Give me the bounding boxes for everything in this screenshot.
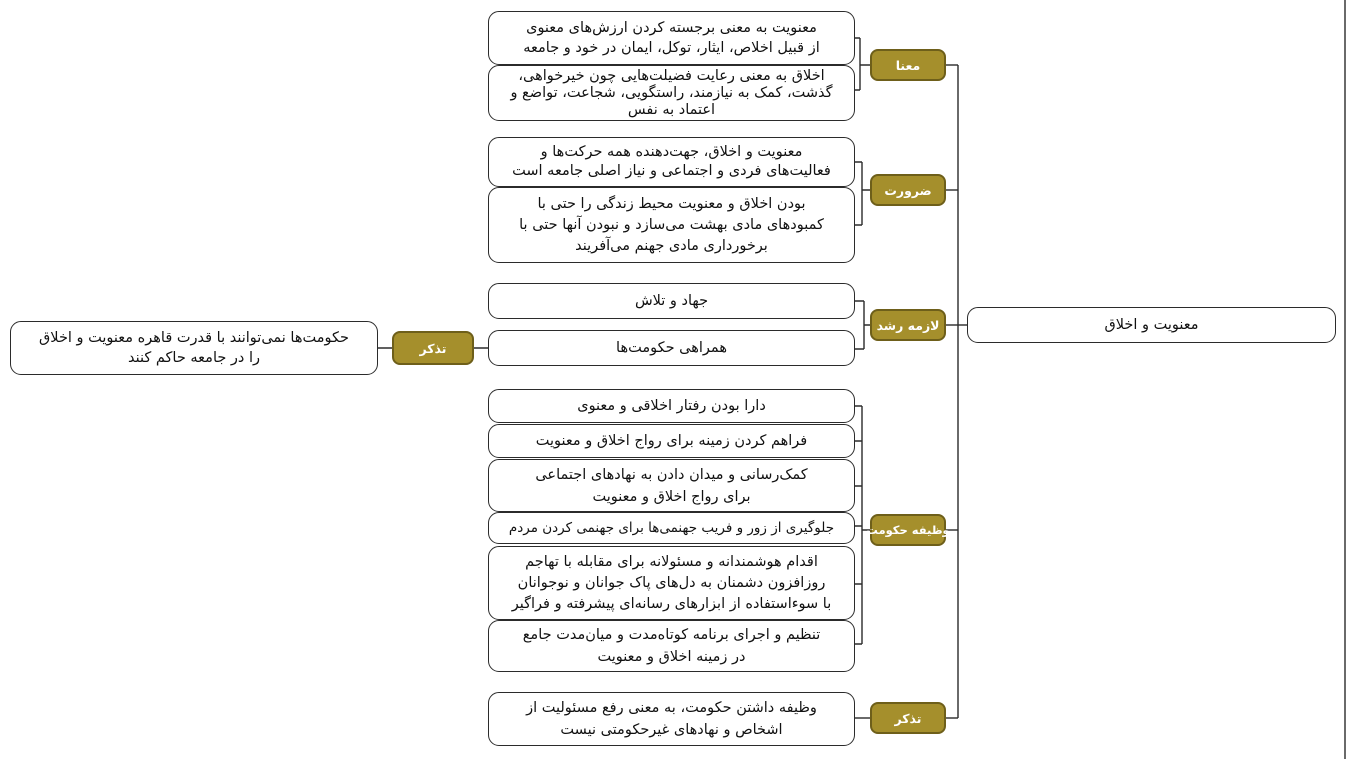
mana-item: اخلاق به معنی رعایت فضیلت‌هایی چون خیرخواهی، گذشت، کمک به نیازمند، راستگویی، شجاعت، تواضع و اعتماد به نفس [488, 65, 855, 121]
tag-lazeme-roshd: لازمه رشد [870, 309, 946, 341]
zarurat-item: معنویت و اخلاق، جهت‌دهنده همه حرکت‌ها و فعالیت‌های فردی و اجتماعی و نیاز اصلی جامعه است [488, 137, 855, 187]
root-node: معنویت و اخلاق [967, 307, 1336, 343]
tag-tazakor: تذکر [870, 702, 946, 734]
left-tag-tazakor: تذکر [392, 331, 474, 365]
zarurat-item: بودن اخلاق و معنویت محیط زندگی را حتی با کمبودهای مادی بهشت می‌سازد و نبودن آنها حتی با برخورداری مادی جهنم می‌آفریند [488, 187, 855, 263]
mana-item: معنویت به معنی برجسته کردن ارزش‌های معنوی از قبیل اخلاص، ایثار، توکل، ایمان در خود و جامعه [488, 11, 855, 65]
vazife-item: تنظیم و اجرای برنامه کوتاه‌مدت و میان‌مدت جامع در زمینه اخلاق و معنویت [488, 620, 855, 672]
vazife-item: جلوگیری از زور و فریب جهنمی‌ها برای جهنمی کردن مردم [488, 512, 855, 544]
tag-zarurat: ضرورت [870, 174, 946, 206]
vazife-item: فراهم کردن زمینه برای رواج اخلاق و معنویت [488, 424, 855, 458]
tazakor-item: وظیفه داشتن حکومت، به معنی رفع مسئولیت از اشخاص و نهادهای غیرحکومتی نیست [488, 692, 855, 746]
vazife-item: کمک‌رسانی و میدان دادن به نهادهای اجتماعی برای رواج اخلاق و معنویت [488, 459, 855, 512]
left-note-box: حکومت‌ها نمی‌توانند با قدرت قاهره معنویت و اخلاق را در جامعه حاکم کنند [10, 321, 378, 375]
lazeme-item: جهاد و تلاش [488, 283, 855, 319]
vazife-item: اقدام هوشمندانه و مسئولانه برای مقابله با تهاجم روزافزون دشمنان به دل‌های پاک جوانان و نوجوانان با سوءاستفاده از ابزارهای رسانه‌ای پیشرفته و فراگیر [488, 546, 855, 620]
lazeme-item: همراهی حکومت‌ها [488, 330, 855, 366]
vazife-item: دارا بودن رفتار اخلاقی و معنوی [488, 389, 855, 423]
tag-mana: معنا [870, 49, 946, 81]
tag-vazife-hokumat: وظیفه حکومت [870, 514, 946, 546]
